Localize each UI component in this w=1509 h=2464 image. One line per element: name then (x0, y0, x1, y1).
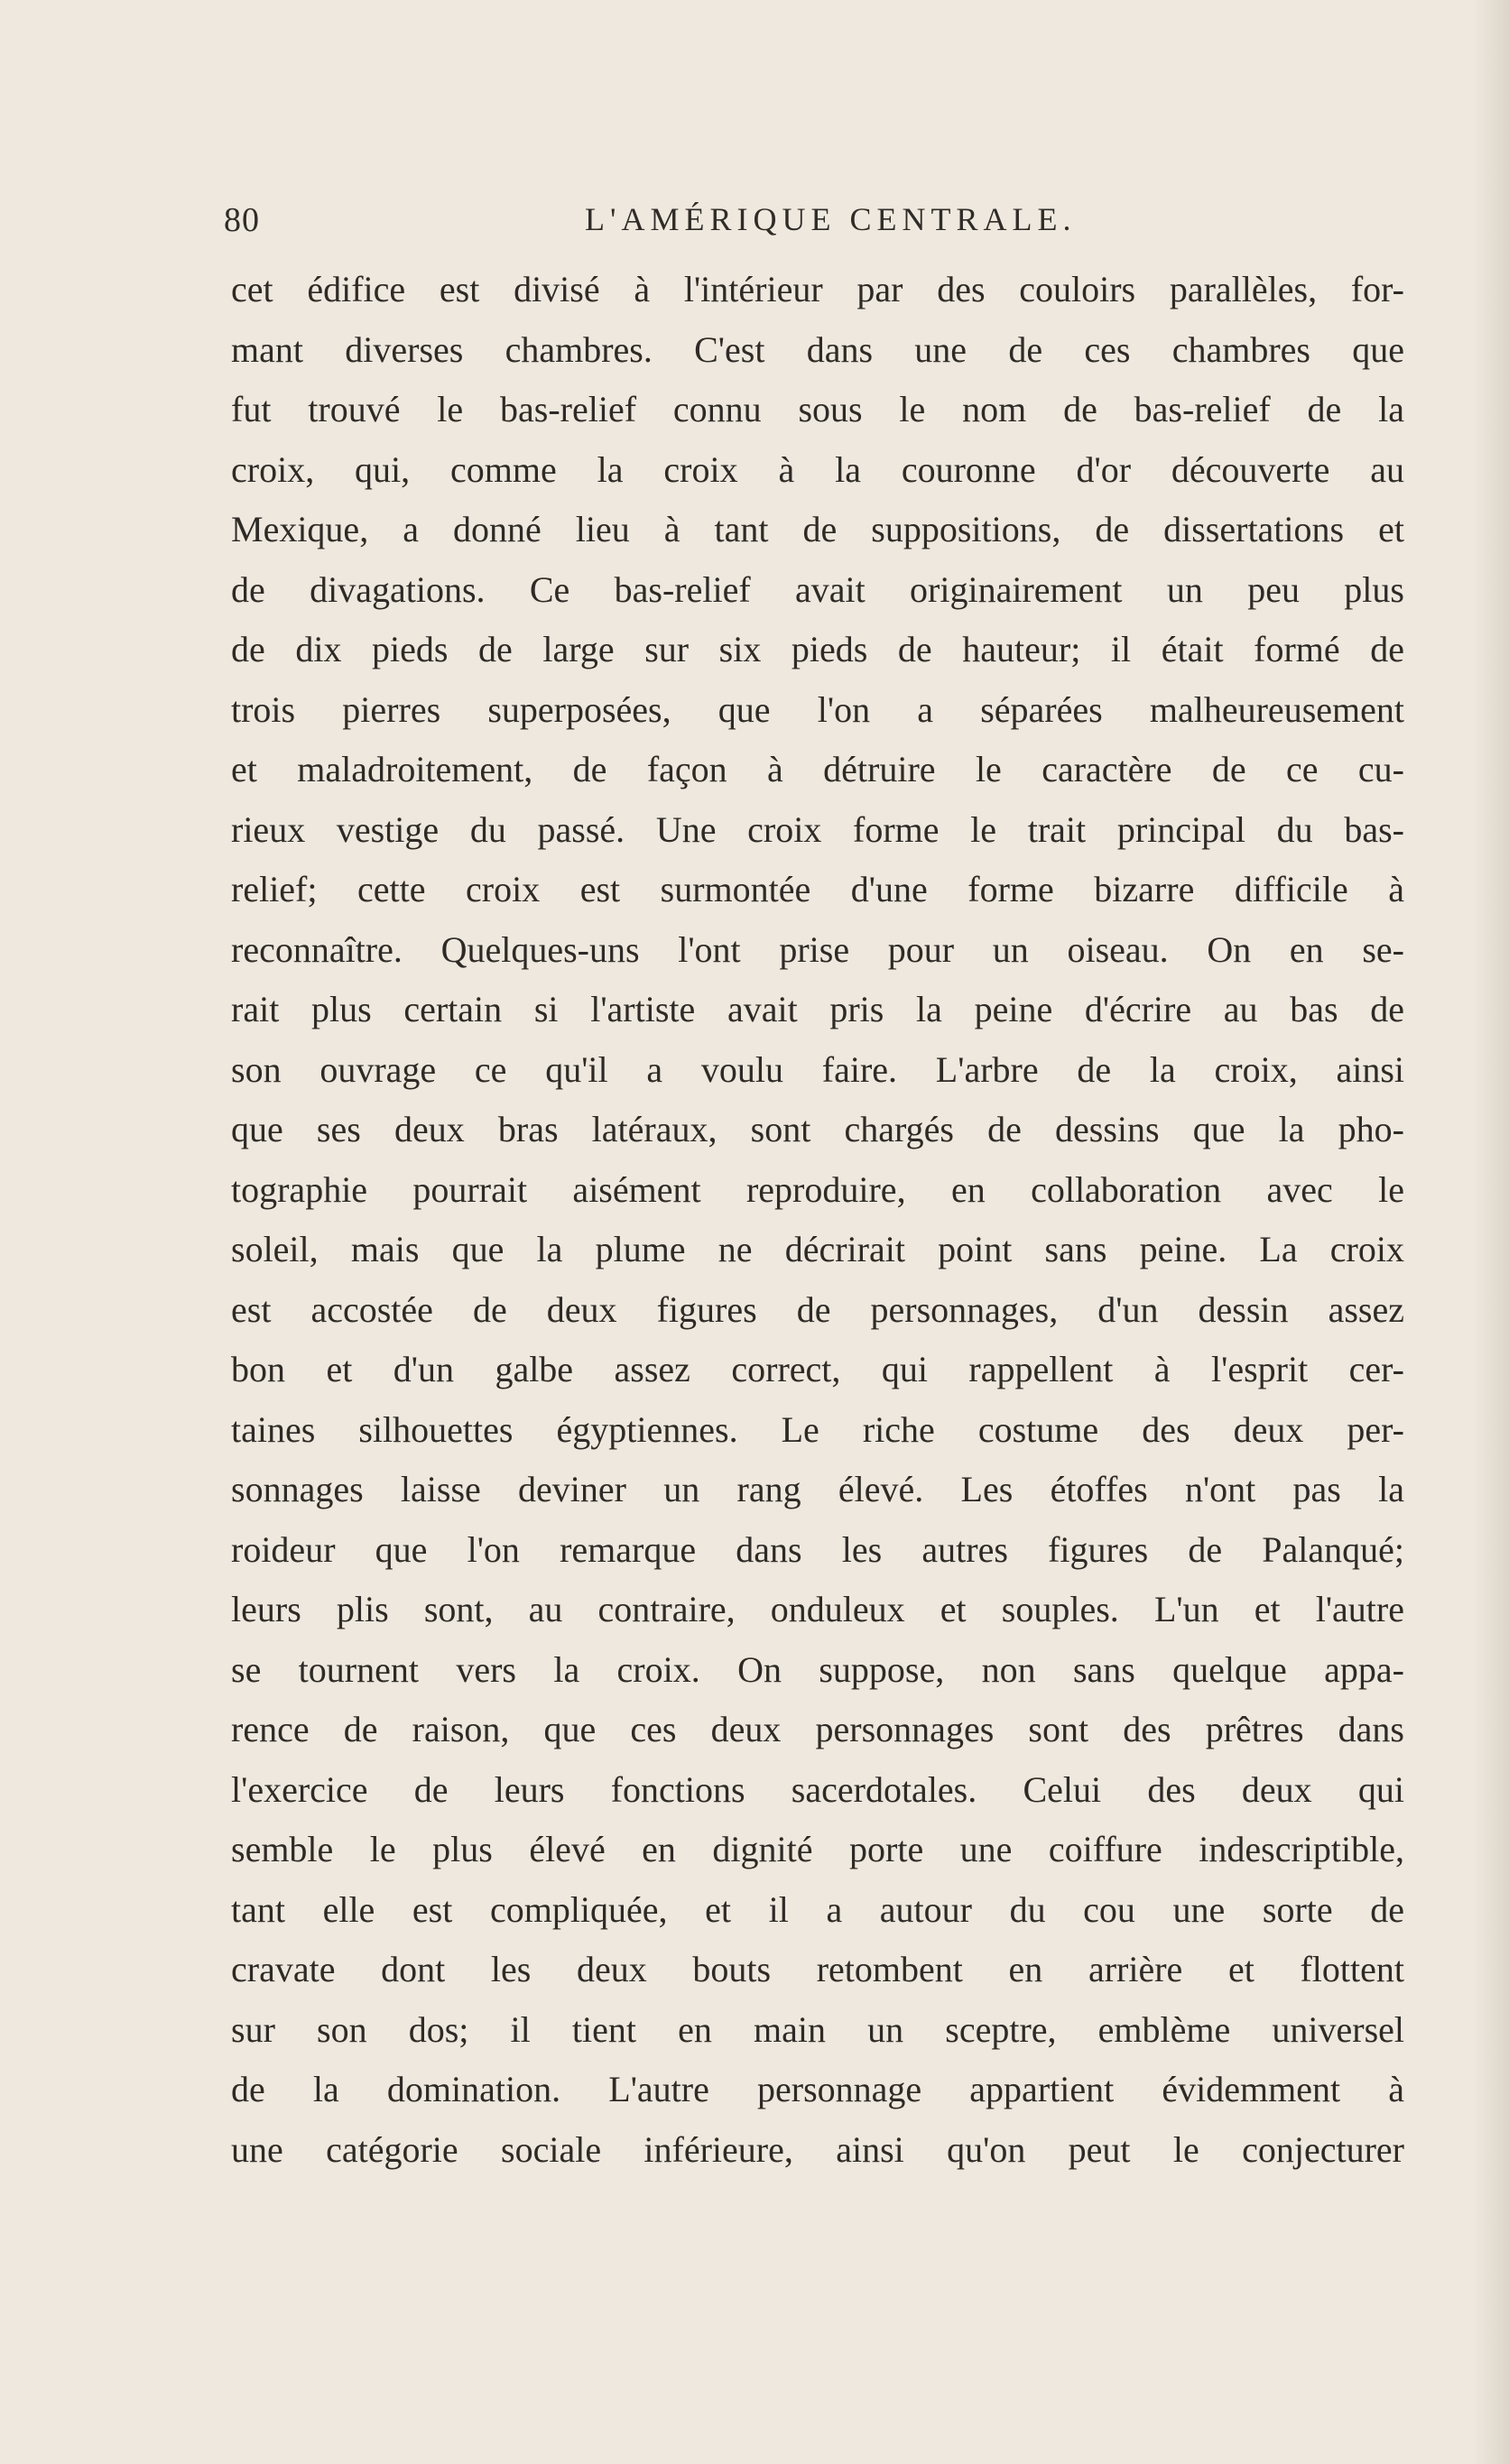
text-line: Mexique, a donné lieu à tant de suppositions, de dissertations et (231, 509, 1404, 549)
text-line: de la domination. L'autre personnage appartient évidemment à (231, 2069, 1404, 2109)
text-line: une catégorie sociale inférieure, ainsi qu'on peut le conjecturer (231, 2128, 1404, 2170)
text-line: sur son dos; il tient en main un sceptre, emblème universel (231, 2008, 1404, 2050)
text-line: soleil, mais que la plume ne décrirait point sans peine. La croix (231, 1229, 1404, 1269)
running-head: L'AMÉRIQUE CENTRALE. (585, 201, 1077, 237)
text-line: croix, qui, comme la croix à la couronne d'or découverte au (231, 448, 1404, 490)
text-line: tant elle est compliquée, et il a autour du cou une sorte de (231, 1888, 1404, 1930)
text-line: taines silhouettes égyptiennes. Le riche costume des deux per- (231, 1408, 1404, 1450)
text-line: se tournent vers la croix. On suppose, non sans quelque appa- (231, 1648, 1404, 1690)
text-line: rieux vestige du passé. Une croix forme le trait principal du bas- (231, 808, 1404, 850)
text-line: que ses deux bras latéraux, sont chargés de dessins que la pho- (231, 1109, 1404, 1149)
text-line: roideur que l'on remarque dans les autres figures de Palanqué; (231, 1528, 1404, 1570)
text-line: sonnages laisse deviner un rang élevé. Les étoffes n'ont pas la (231, 1469, 1404, 1509)
text-line: tographie pourrait aisément reproduire, en collaboration avec le (231, 1168, 1404, 1210)
text-line: l'exercice de leurs fonctions sacerdotales. Celui des deux qui (231, 1768, 1404, 1810)
text-line: son ouvrage ce qu'il a voulu faire. L'arbre de la croix, ainsi (231, 1048, 1404, 1090)
text-line: de dix pieds de large sur six pieds de hauteur; il était formé de (231, 629, 1404, 669)
text-line: relief; cette croix est surmontée d'une forme bizarre difficile à (231, 869, 1404, 909)
text-line: est accostée de deux figures de personnages, d'un dessin assez (231, 1288, 1404, 1330)
page-edge-shadow (1473, 0, 1509, 2464)
page-number: 80 (224, 201, 260, 239)
body-text (231, 260, 1404, 2180)
text-line: semble le plus élevé en dignité porte une coiffure indescriptible, (231, 1829, 1404, 1869)
text-line: cet édifice est divisé à l'intérieur par des couloirs parallèles, for- (231, 269, 1404, 309)
text-line: rait plus certain si l'artiste avait pris la peine d'écrire au bas de (231, 989, 1404, 1029)
text-line: rence de raison, que ces deux personnages sont des prêtres dans (231, 1709, 1404, 1749)
text-line: et maladroitement, de façon à détruire le caractère de ce cu- (231, 749, 1404, 789)
text-line: de divagations. Ce bas-relief avait originairement un peu plus (231, 568, 1404, 610)
text-line: trois pierres superposées, que l'on a séparées malheureusement (231, 688, 1404, 730)
text-line: reconnaître. Quelques-uns l'ont prise pour un oiseau. On en se- (231, 928, 1404, 970)
text-line: mant diverses chambres. C'est dans une de ces chambres que (231, 328, 1404, 370)
page-header (224, 200, 1397, 254)
text-line: leurs plis sont, au contraire, onduleux et souples. L'un et l'autre (231, 1589, 1404, 1629)
text-line: cravate dont les deux bouts retombent en arrière et flottent (231, 1949, 1404, 1989)
text-line: bon et d'un galbe assez correct, qui rappellent à l'esprit cer- (231, 1349, 1404, 1389)
text-line: fut trouvé le bas-relief connu sous le nom de bas-relief de la (231, 389, 1404, 429)
